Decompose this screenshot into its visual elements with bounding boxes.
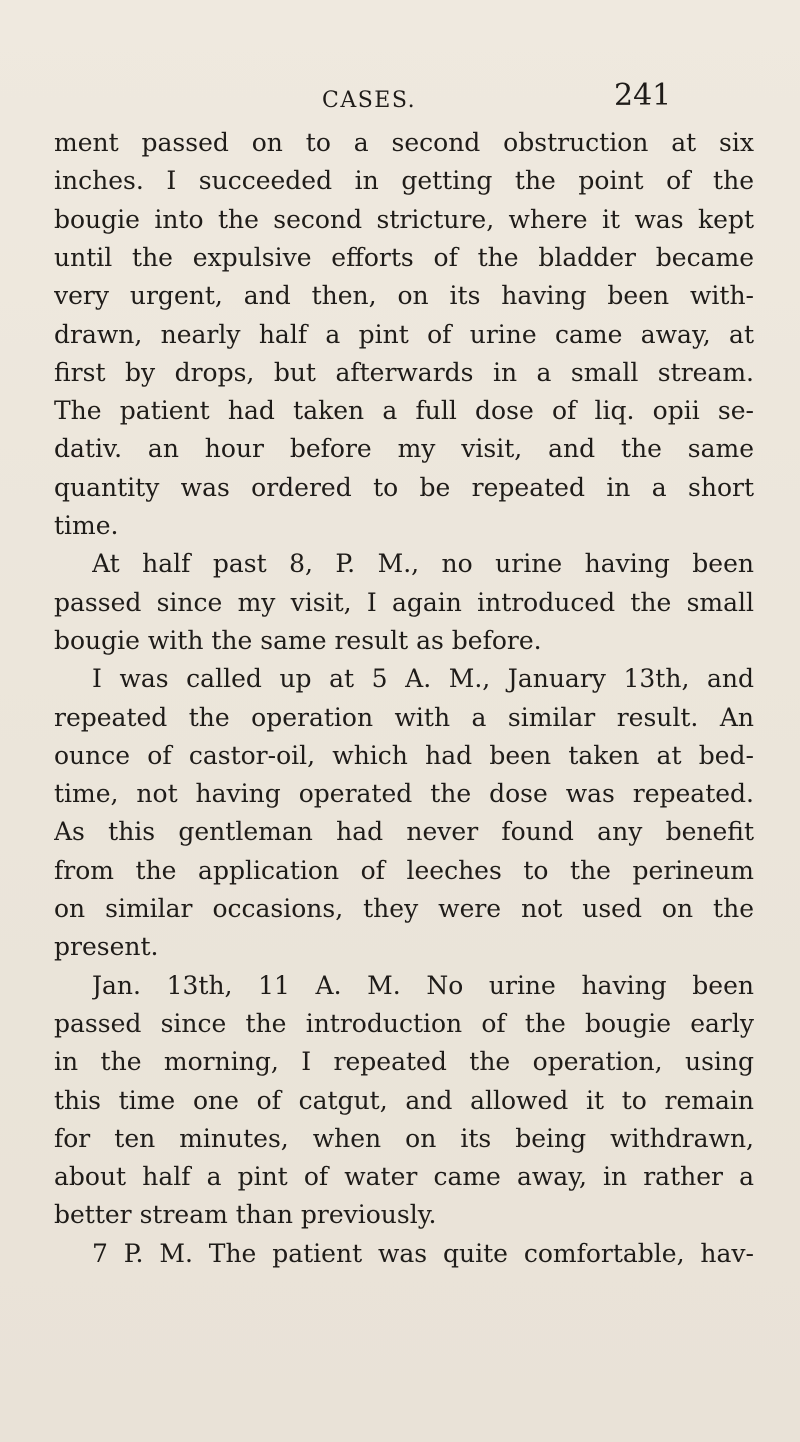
text-line: in the morning, I repeated the operation, using [54, 1047, 754, 1077]
paragraph-first-line: I was called up at 5 A. M., January 13th, and [92, 664, 754, 694]
text-line: first by drops, but afterwards in a small stream. [54, 357, 754, 387]
running-title: CASES. [322, 88, 417, 113]
text-line: inches. I succeeded in getting the point of the [54, 166, 754, 196]
paragraph-first-line: Jan. 13th, 11 A. M. No urine having been [92, 970, 754, 1000]
text-line: from the application of leeches to the perineum [54, 855, 754, 885]
page-header [0, 78, 800, 118]
text-line: bougie into the second stricture, where it was kept [54, 204, 754, 234]
text-line: for ten minutes, when on its being withdrawn, [54, 1123, 754, 1153]
page-number: 241 [614, 78, 672, 113]
text-line: repeated the operation with a similar result. An [54, 702, 754, 732]
paragraph-first-line: At half past 8, P. M., no urine having been [92, 549, 754, 579]
text-line: time, not having operated the dose was repeated. [54, 779, 754, 809]
paragraph-first-line: 7 P. M. The patient was quite comfortable, hav- [92, 1238, 754, 1268]
text-line: ment passed on to a second obstruction at six [54, 128, 754, 157]
text-line: The patient had taken a full dose of liq. opii se- [54, 396, 754, 426]
text-line: dativ. an hour before my visit, and the same [54, 434, 754, 464]
text-line: passed since the introduction of the bougie early [54, 1008, 754, 1038]
text-line: better stream than previously. [54, 1200, 437, 1230]
text-line: on similar occasions, they were not used on the [54, 894, 754, 923]
text-line: present. [54, 932, 159, 962]
text-line: until the expulsive efforts of the bladder became [54, 242, 754, 272]
text-line: time. [54, 511, 119, 540]
text-line: ounce of castor-oil, which had been taken at bed- [54, 740, 754, 770]
text-line: very urgent, and then, on its having been with- [54, 281, 754, 311]
text-line: quantity was ordered to be repeated in a short [54, 472, 754, 502]
text-line: bougie with the same result as before. [54, 625, 542, 655]
text-line: drawn, nearly half a pint of urine came away, at [54, 319, 754, 349]
text-line: about half a pint of water came away, in rather a [54, 1162, 754, 1192]
text-line: passed since my visit, I again introduced the small [54, 587, 754, 617]
text-line: this time one of catgut, and allowed it to remain [54, 1085, 754, 1115]
text-line: As this gentleman had never found any benefit [54, 817, 754, 847]
